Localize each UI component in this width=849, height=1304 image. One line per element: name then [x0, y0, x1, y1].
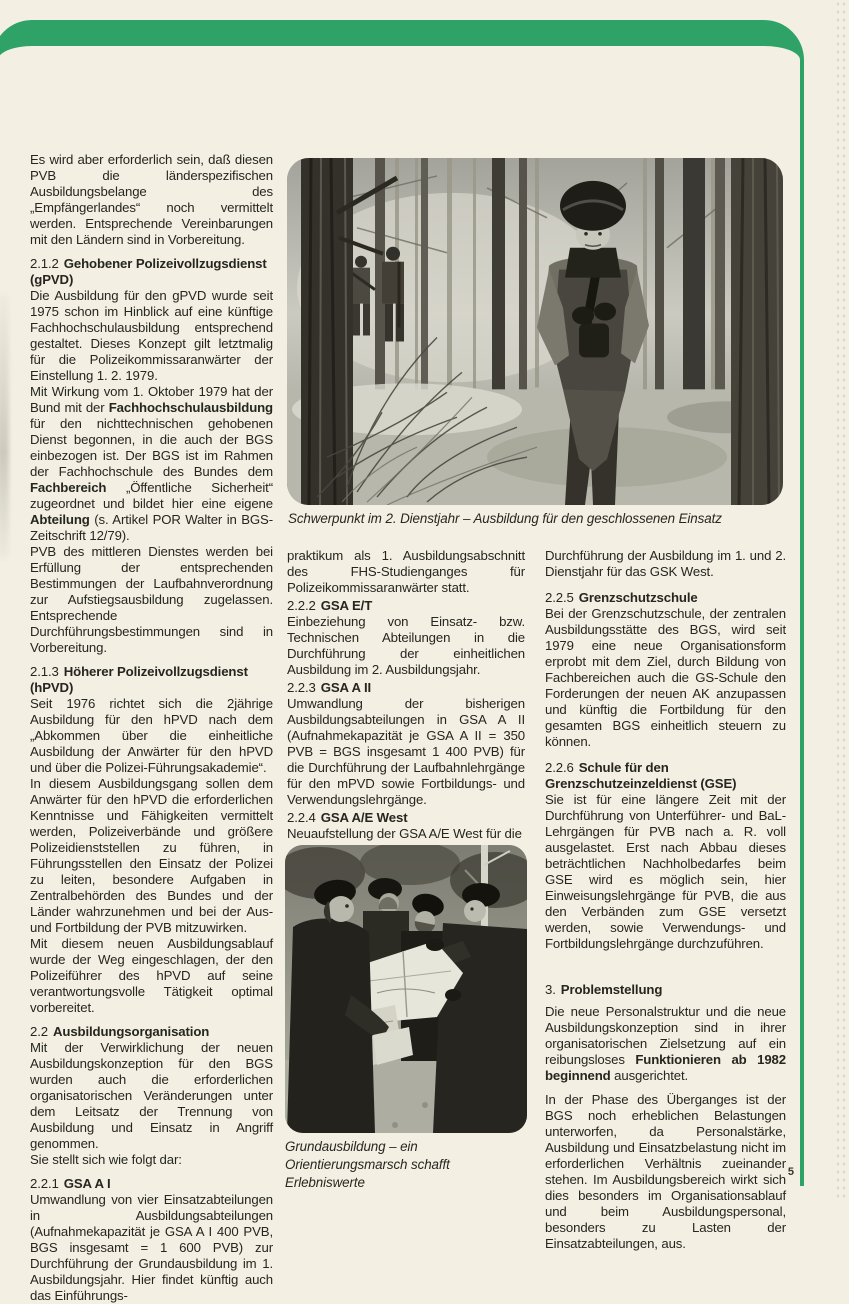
photo2-caption: Grundausbildung – ein Orientierungsmarsch schafft Erlebniswerte	[285, 1139, 450, 1190]
column-middle	[287, 548, 525, 842]
photo-orientation-march-illustration	[285, 845, 527, 1133]
photo1-caption: Schwerpunkt im 2. Dienstjahr – Ausbildung für den geschlossenen Einsatz	[288, 511, 722, 526]
section-heading-2-1-3	[30, 664, 273, 696]
paragraph: Mit Wirkung vom 1. Oktober 1979 hat der Bund mit der Fachhochschulausbildung für den nichttechnischen gehobenen Dienst begonnen, in die auch der BGS einbezogen ist. Der BGS ist im Rahmen der Fachhochschule des Bundes dem Fachbereich „Öffentliche Sicherheit“ zugeordnet und bildet hier eine eigene Abteilung (s. Artikel POR Walter in BGS-Zeitschrift 12/79).	[30, 384, 273, 543]
scan-smudge-artifact	[0, 292, 9, 560]
paragraph: Umwandlung der bisherigen Ausbildungsabteilungen in GSA A II (Aufnahmekapazität je GSA A II = 350 PVB = BGS insgesamt 1 400 PVB) für die Durchführung der Laufbahnlehrgänge für den mPVD sowie Fortbildungs- und Verwendungslehrgänge.	[287, 696, 525, 807]
column-right	[545, 548, 786, 1252]
paragraph: Sie ist für eine längere Zeit mit der Durchführung von Unterführer- und BaL-Lehrgängen für PVB nach a. R. voll ausgelastet. Erst nach Abbau dieses beträchtlichen Nachholbedarfes beim GSE wird es möglich sein, hier Einweisungslehrgänge für PVB, die aus den Verbänden zum GSE versetzt werden, sowie Verwendungs- und Fortbildungslehrgänge durchzuführen.	[545, 792, 786, 951]
section-number: 2.1.3	[30, 664, 59, 679]
section-title: Grenzschutzschule	[578, 590, 698, 605]
paragraph: Durchführung der Ausbildung im 1. und 2. Dienstjahr für das GSK West.	[545, 548, 786, 579]
paragraph: Einbeziehung von Einsatz- bzw. Technischen Abteilungen in die Durchführung der einheitlichen Ausbildung im 2. Ausbildungsjahr.	[287, 614, 525, 677]
section-heading-2-2-6	[545, 760, 786, 792]
section-number: 2.2.1	[30, 1176, 59, 1191]
section-heading-2-2-3	[287, 680, 525, 696]
section-title: Gehobener Polizeivollzugsdienst (gPVD)	[30, 256, 267, 287]
section-heading-2-2-4	[287, 810, 525, 826]
paragraph: In diesem Ausbildungsgang sollen dem Anwärter für den hPVD die erforderlichen Kenntnisse und Fähigkeiten vermittelt werden, Polizeiverbände und größere Polizeidienststellen zu führen, in Führungsstellen den Einsatz der Polizei zu leiten, besondere Aufgaben in Zentralbehörden des Bundes und der Länder wahrzunehmen und bei der Aus- und Fortbildung der PVB mitzuwirken.	[30, 776, 273, 935]
paragraph: Mit diesem neuen Ausbildungsablauf wurde der Weg eingeschlagen, der den Polizeiführer des hPVD auf seine verantwortungsvolle Tätigkeit optimal vorbereitet.	[30, 936, 273, 1015]
section-number: 2.2	[30, 1024, 48, 1039]
section-heading-3	[545, 982, 786, 998]
paragraph: PVB des mittleren Dienstes werden bei Erfüllung der entsprechenden Bestimmungen der Laufbahnverordnung zur Aufstiegsausbildung zugelassen. Entsprechende Durchführungsbestimmungen sind in Vorbereitung.	[30, 544, 273, 655]
paragraph: Mit der Verwirklichung der neuen Ausbildungskonzeption für den BGS wurden auch die erforderlichen organisatorischen Veränderungen unter dem Leitsatz der Trennung von Ausbildung und Einsatz in Angriff genommen.	[30, 1040, 273, 1151]
paragraph: praktikum als 1. Ausbildungsabschnitt des FHS-Studienganges für Polizeikommissaranwärter statt.	[287, 548, 525, 595]
section-title: Ausbildungsorganisation	[52, 1024, 210, 1039]
section-heading-2-2	[30, 1024, 273, 1040]
scan-noise-edge	[835, 0, 849, 1200]
paragraph: Umwandlung von vier Einsatzabteilungen in Ausbildungsabteilungen (Aufnahmekapazität je GSA A I 400 PVB, BGS insgesamt = 1 600 PVB) zur Durchführung der Grundausbildung im 1. Ausbildungsjahr. Hier findet künftig auch das Einführungs-	[30, 1192, 273, 1303]
section-title: Problemstellung	[560, 982, 663, 997]
paragraph: Sie stellt sich wie folgt dar:	[30, 1152, 182, 1167]
section-heading-2-2-1	[30, 1176, 273, 1192]
photo-orientation-march	[285, 845, 527, 1133]
section-title: GSA A I	[63, 1176, 111, 1191]
section-number: 3.	[545, 982, 556, 997]
paragraph: Bei der Grenzschutzschule, der zentralen Ausbildungsstätte des BGS, wird seit 1979 eine neue Organisationsform erprobt mit dem Ziel, durch Bildung von Fachbereichen auch die GS-Schule den Forderungen der neuen AK anzupassen und künftig die Fortbildung für den gesamten BGS einheitlich steuern zu können.	[545, 606, 786, 749]
paragraph: Die Ausbildung für den gPVD wurde seit 1975 schon im Hinblick auf eine künftige Fachhochschulausbildung entsprechend gestaltet. Dieses Konzept gilt letztmalig für die Polizeikommissaranwärter der Einstellung 1. 2. 1979.	[30, 288, 273, 383]
section-title: GSA A/E West	[320, 810, 408, 825]
paragraph: In der Phase des Überganges ist der BGS noch erheblichen Belastungen unterworfen, da Personalstärke, Ausbildung und Einsatzbelastung nicht im erforderlichen Verhältnis zueinander stehen. Im Ausbildungsbereich wirkt sich dies besonders im Organisationsablauf und beim Ausbildungspersonal, besonders zu Lasten der Einsatzabteilungen, aus.	[545, 1092, 786, 1251]
paragraph: Es wird aber erforderlich sein, daß diesen PVB die länderspezifischen Ausbildungsbelange des „Empfängerlandes“ noch vermittelt werden. Entsprechende Vereinbarungen mit den Ländern sind in Vorbereitung.	[30, 152, 273, 247]
section-heading-2-1-2	[30, 256, 273, 288]
section-heading-2-2-5	[545, 590, 786, 606]
paragraph: Neuaufstellung der GSA A/E West für die	[287, 826, 522, 841]
column-left	[30, 152, 273, 1304]
section-title: Höherer Polizeivollzugsdienst (hPVD)	[30, 664, 248, 695]
section-number: 2.2.6	[545, 760, 574, 775]
photo-forest-patrol	[287, 158, 783, 505]
section-number: 2.2.4	[287, 810, 316, 825]
section-number: 2.1.2	[30, 256, 59, 271]
paragraph: Die neue Personalstruktur und die neue Ausbildungskonzeption sind in ihrer organisatorischen Zielsetzung auf ein reibungsloses Funktionieren ab 1982 beginnend ausgerichtet.	[545, 1004, 786, 1083]
paragraph: Seit 1976 richtet sich die 2jährige Ausbildung für den hPVD nach dem „Abkommen über die einheitliche Ausbildung der Anwärter für den hPVD und über die Polizei-Führungsakademie“.	[30, 696, 273, 775]
section-number: 2.2.5	[545, 590, 574, 605]
section-title: Schule für den Grenzschutzeinzeldienst (GSE)	[545, 760, 737, 791]
page-number: 5	[787, 1166, 794, 1178]
section-heading-2-2-2	[287, 598, 525, 614]
section-title: GSA A II	[320, 680, 372, 695]
section-title: GSA E/T	[320, 598, 373, 613]
section-number: 2.2.2	[287, 598, 316, 613]
photo-forest-patrol-illustration	[287, 158, 783, 505]
section-number: 2.2.3	[287, 680, 316, 695]
